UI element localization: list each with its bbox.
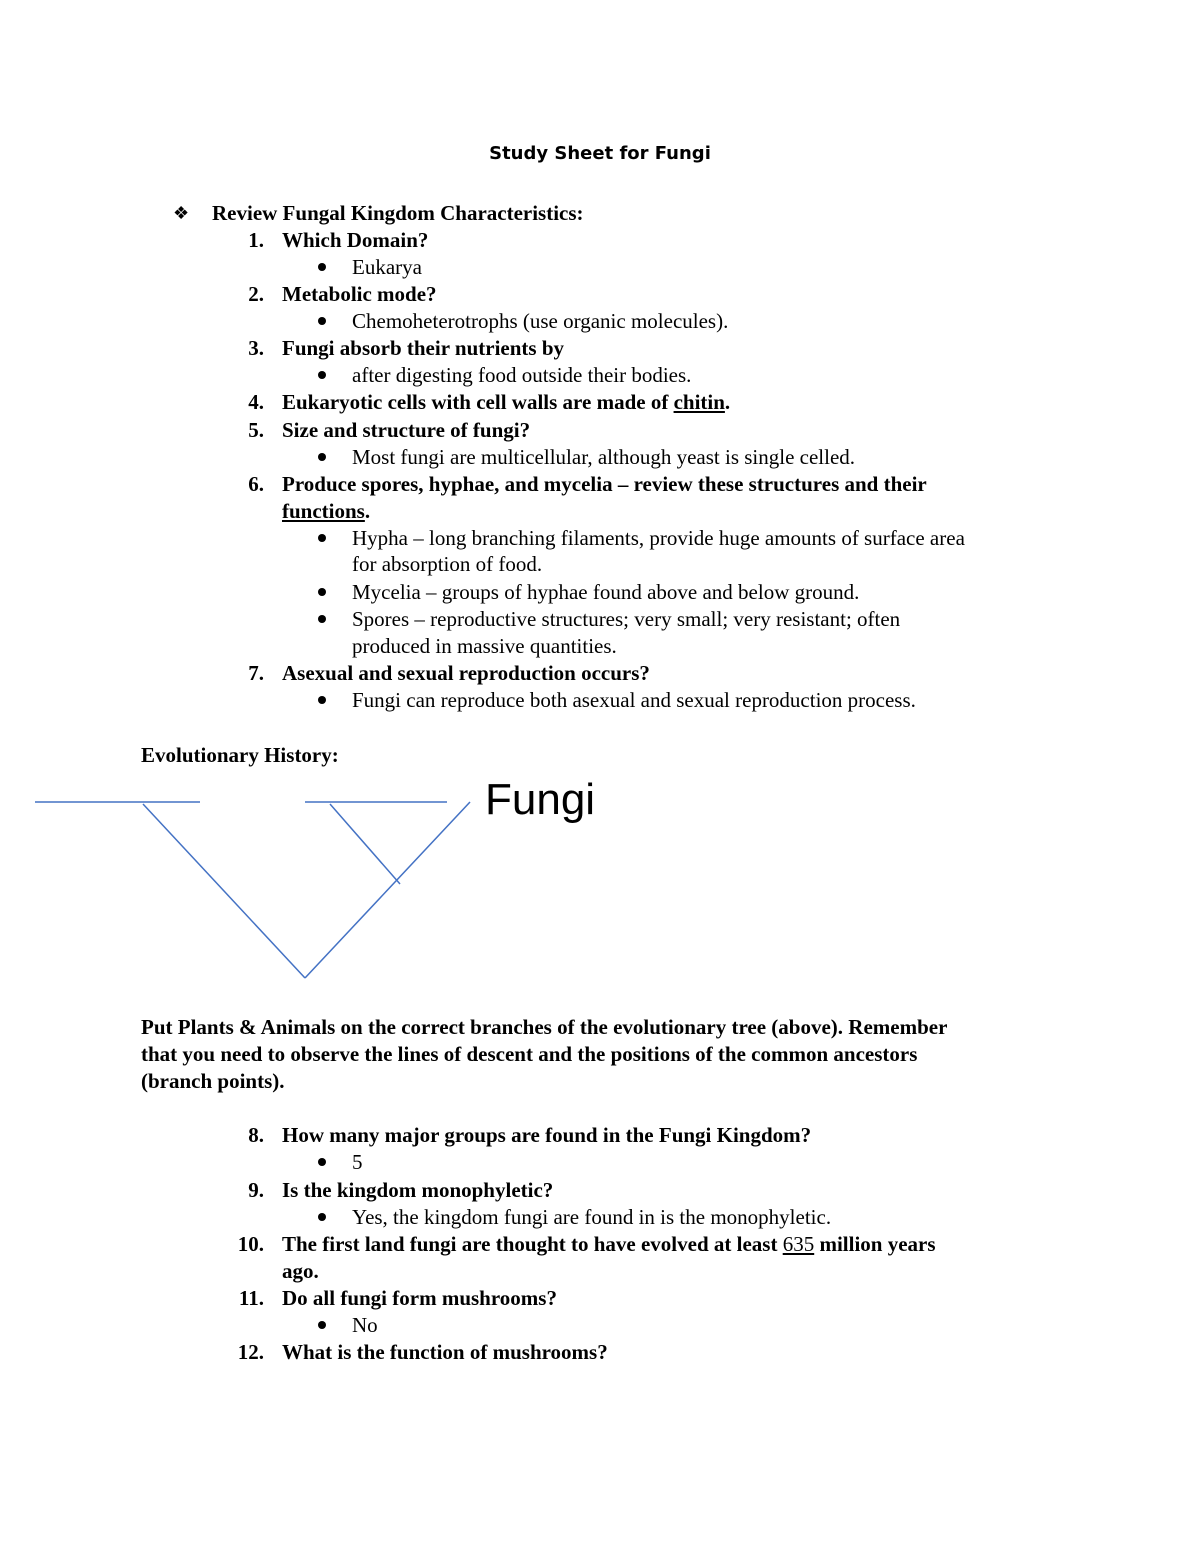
tree-branch bbox=[330, 804, 400, 884]
evolutionary-history-heading: Evolutionary History: bbox=[141, 743, 339, 767]
question-text bbox=[282, 389, 730, 416]
question-text: Size and structure of fungi? bbox=[282, 418, 531, 442]
round-bullet-icon bbox=[318, 615, 326, 623]
question-number: 7. bbox=[248, 661, 264, 685]
page-title: Study Sheet for Fungi bbox=[489, 143, 711, 164]
answer-text: No bbox=[352, 1313, 378, 1337]
question-number: 4. bbox=[248, 390, 264, 414]
question-text: Fungi absorb their nutrients by bbox=[282, 336, 564, 360]
question-text-line2: ago. bbox=[282, 1259, 319, 1283]
question-number: 9. bbox=[248, 1178, 264, 1202]
round-bullet-icon bbox=[318, 588, 326, 596]
round-bullet-icon bbox=[318, 1321, 326, 1329]
question-text-prefix: The first land fungi are thought to have evolved at least bbox=[282, 1232, 783, 1256]
answer-text: 5 bbox=[352, 1150, 363, 1174]
question-text: Metabolic mode? bbox=[282, 282, 437, 306]
answer-text: Mycelia – groups of hyphae found above and below ground. bbox=[352, 580, 860, 604]
round-bullet-icon bbox=[318, 317, 326, 325]
question-number: 2. bbox=[248, 282, 264, 306]
section-heading: Review Fungal Kingdom Characteristics: bbox=[212, 201, 584, 225]
round-bullet-icon bbox=[318, 1158, 326, 1166]
round-bullet-icon bbox=[318, 453, 326, 461]
round-bullet-icon bbox=[318, 371, 326, 379]
round-bullet-icon bbox=[318, 1213, 326, 1221]
answer-text: Spores – reproductive structures; very small; very resistant; often bbox=[352, 607, 901, 631]
answer-text: Chemoheterotrophs (use organic molecules). bbox=[352, 309, 729, 333]
instructions-line: that you need to observe the lines of descent and the positions of the common ancestors bbox=[141, 1042, 918, 1066]
answer-blank: chitin bbox=[673, 390, 725, 414]
question-text-prefix: Eukaryotic cells with cell walls are made of bbox=[282, 390, 674, 414]
answer-text-cont: produced in massive quantities. bbox=[352, 634, 617, 658]
question-number: 11. bbox=[238, 1286, 264, 1310]
question-text: What is the function of mushrooms? bbox=[282, 1340, 608, 1364]
answer-text: Hypha – long branching filaments, provide huge amounts of surface area bbox=[352, 526, 965, 550]
question-text: Produce spores, hyphae, and mycelia – review these structures and their bbox=[282, 472, 927, 496]
underlined-word: functions bbox=[282, 499, 365, 523]
question-text: How many major groups are found in the Fungi Kingdom? bbox=[282, 1123, 812, 1147]
question-number: 3. bbox=[248, 336, 264, 360]
answer-text: after digesting food outside their bodies. bbox=[352, 363, 692, 387]
question-number: 1. bbox=[248, 228, 264, 252]
tree-branch bbox=[305, 802, 470, 978]
round-bullet-icon bbox=[318, 696, 326, 704]
answer-text: Eukarya bbox=[352, 255, 422, 279]
tree-branch bbox=[143, 804, 305, 978]
tree-label-fungi: Fungi bbox=[485, 775, 596, 824]
answer-text-cont: for absorption of food. bbox=[352, 552, 543, 576]
answer-text: Fungi can reproduce both asexual and sexual reproduction process. bbox=[352, 688, 916, 712]
question-text: Is the kingdom monophyletic? bbox=[282, 1178, 554, 1202]
question-text: Asexual and sexual reproduction occurs? bbox=[282, 661, 650, 685]
question-text-line2 bbox=[282, 498, 370, 525]
question-number: 10. bbox=[237, 1232, 264, 1256]
question-text-suffix: . bbox=[724, 390, 731, 414]
question-number: 8. bbox=[248, 1123, 264, 1147]
question-text-suffix: . bbox=[364, 499, 371, 523]
question-text: Do all fungi form mushrooms? bbox=[282, 1286, 557, 1310]
question-text: Which Domain? bbox=[282, 228, 429, 252]
question-number: 12. bbox=[237, 1340, 264, 1364]
answer-text: Most fungi are multicellular, although yeast is single celled. bbox=[352, 445, 856, 469]
question-number: 5. bbox=[248, 418, 264, 442]
question-text-suffix: million years bbox=[814, 1232, 936, 1256]
round-bullet-icon bbox=[318, 534, 326, 542]
instructions-line: Put Plants & Animals on the correct branches of the evolutionary tree (above). Remember bbox=[141, 1015, 948, 1039]
round-bullet-icon bbox=[318, 263, 326, 271]
instructions-line: (branch points). bbox=[141, 1069, 285, 1093]
question-text bbox=[282, 1231, 936, 1258]
diamond-bullet-icon: ❖ bbox=[173, 203, 190, 223]
answer-text: Yes, the kingdom fungi are found in is the monophyletic. bbox=[352, 1205, 832, 1229]
answer-blank: 635 bbox=[782, 1232, 815, 1256]
question-number: 6. bbox=[248, 472, 264, 496]
